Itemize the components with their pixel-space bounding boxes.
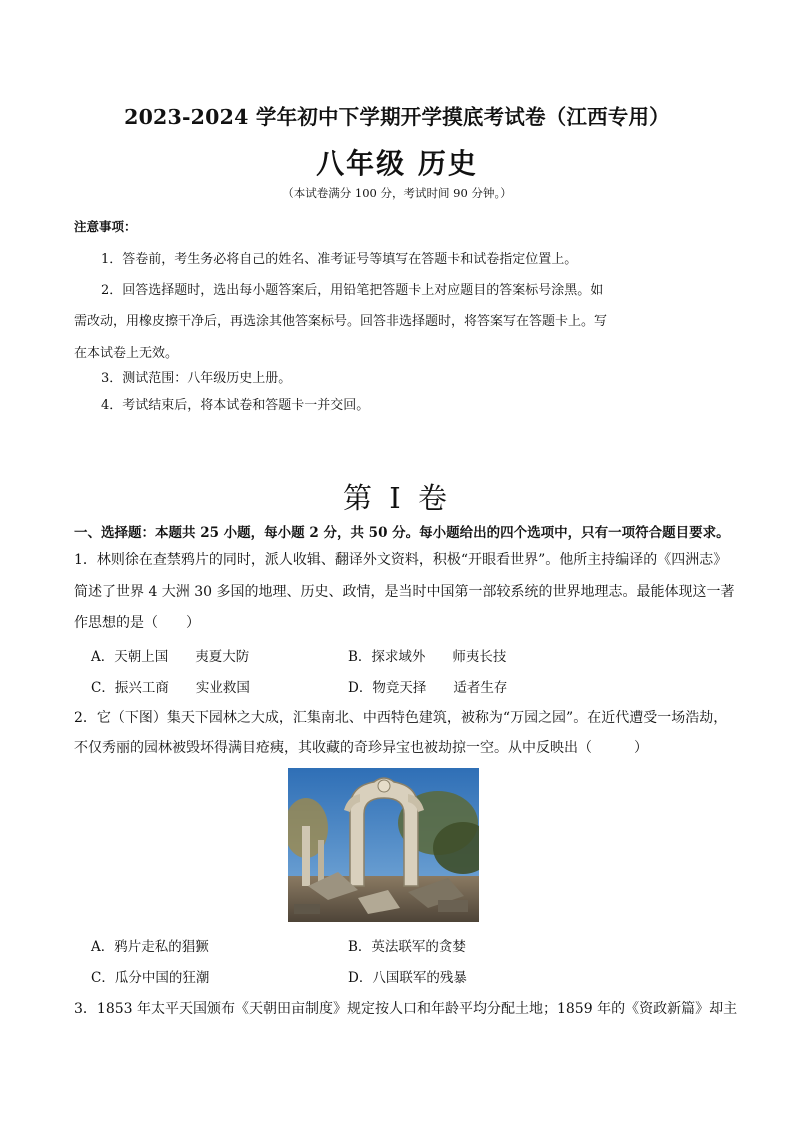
q2-stem-line-1: 2．它（下图）集天下园林之大成，汇集南北、中西特色建筑，被称为“万园之园”。在近代遭受一场浩劫， <box>74 710 728 726</box>
q2-stem-line-2: 不仅秀丽的园林被毁坏得满目疮痍，其收藏的奇珍异宝也被劫掠一空。从中反映出（ ） <box>74 740 648 756</box>
q3-stem-line-1: 3．1853 年太平天国颁布《天朝田亩制度》规定按人口和年龄平均分配土地；1859 年的《资政新篇》却主 <box>74 1001 738 1017</box>
notice-item-2-line-2: 需改动，用橡皮擦干净后，再选涂其他答案标号。回答非选择题时，将答案写在答题卡上。写 <box>74 314 608 329</box>
grade-subject-title: 八年级 历史 <box>316 147 478 180</box>
notice-item-4: 4．考试结束后，将本试卷和答题卡一并交回。 <box>101 398 370 413</box>
volume-title: 第 I 卷 <box>343 481 451 515</box>
notice-item-2-line-1: 2．回答选择题时，选出每小题答案后，用铅笔把答题卡上对应题目的答案标号涂黑。如 <box>101 283 604 298</box>
section-heading: 一、选择题：本题共 25 小题，每小题 2 分，共 50 分。每小题给出的四个选项中，只有一项符合题目要求。 <box>74 525 730 541</box>
q1-option-c: C．振兴工商 实业救国 <box>91 680 250 696</box>
exam-title: 2023-2024 学年初中下学期开学摸底考试卷（江西专用） <box>124 105 670 129</box>
q2-option-a: A．鸦片走私的猖獗 <box>91 939 209 955</box>
q1-stem-line-1: 1．林则徐在查禁鸦片的同时，派人收辑、翻译外文资料，积极“开眼看世界”。他所主持编译的《四洲志》 <box>74 552 728 568</box>
q1-option-d: D．物竞天择 适者生存 <box>348 680 508 696</box>
q1-option-b: B．探求域外 师夷长技 <box>348 649 507 665</box>
notice-item-3: 3．测试范围：八年级历史上册。 <box>101 371 292 386</box>
q1-stem-line-2: 简述了世界 4 大洲 30 多国的地理、历史、政情，是当时中国第一部较系统的世界地理志。最能体现这一著 <box>74 584 735 600</box>
q2-option-d: D．八国联军的残暴 <box>348 970 467 986</box>
q1-option-a: A．天朝上国 夷夏大防 <box>91 649 250 665</box>
notice-heading: 注意事项： <box>74 219 137 234</box>
q2-option-c: C．瓜分中国的狂潮 <box>91 970 210 986</box>
notice-item-1: 1．答卷前，考生务必将自己的姓名、准考证号等填写在答题卡和试卷指定位置上。 <box>101 252 578 267</box>
q2-option-b: B．英法联军的贪婪 <box>348 939 466 955</box>
ruins-photo <box>288 768 479 922</box>
exam-score-time-note: （本试卷满分 100 分，考试时间 90 分钟。） <box>282 186 512 200</box>
notice-item-2-line-3: 在本试卷上无效。 <box>74 346 179 361</box>
q1-stem-line-3: 作思想的是（ ） <box>74 615 200 631</box>
